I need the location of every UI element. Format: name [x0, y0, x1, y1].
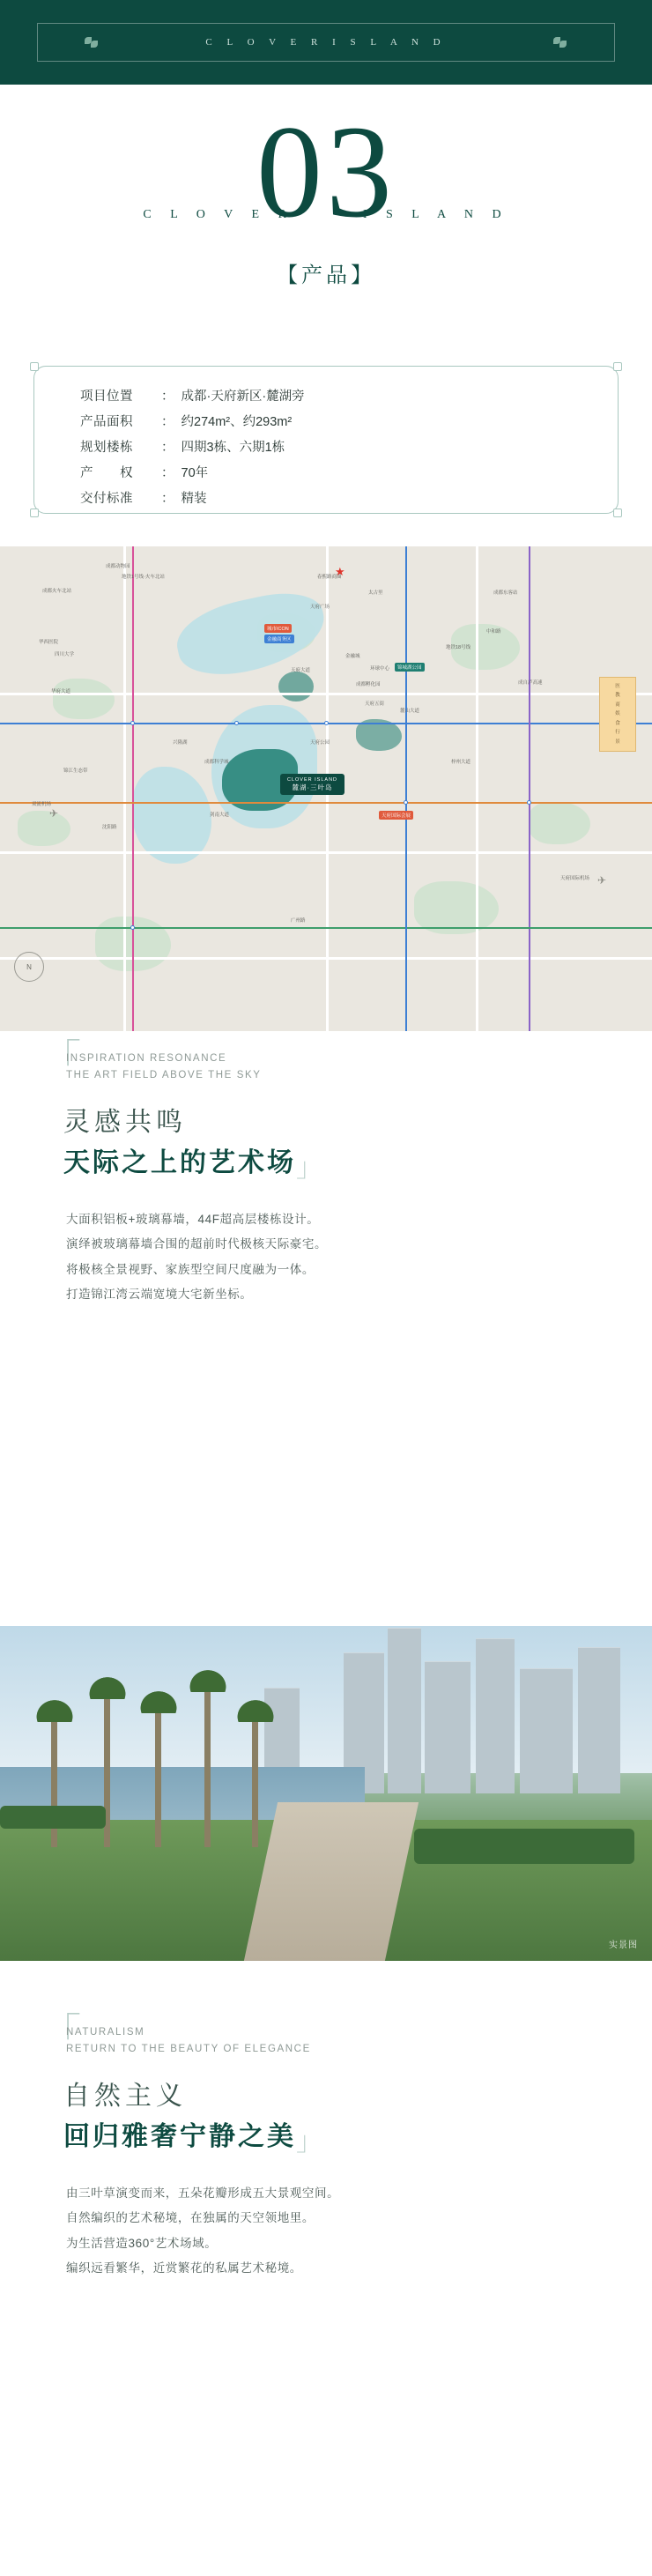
project-location-badge[interactable] [280, 774, 345, 795]
project-info-rows [80, 386, 305, 514]
metro-station-dot [527, 800, 531, 805]
info-value: 70年 [181, 466, 209, 480]
info-label: 产 权 [80, 466, 133, 480]
map-label: 锦江生态带 [63, 768, 88, 774]
info-row [80, 437, 305, 456]
info-colon: ： [161, 466, 174, 480]
info-label: 规划楼栋 [80, 441, 133, 455]
map-label: 成都东客站 [493, 590, 518, 596]
map-label: 双流机场 [32, 802, 52, 807]
info-label: 项目位置 [80, 390, 133, 404]
hero-latin-brand [0, 208, 652, 222]
map-label: 金融城 [345, 654, 360, 659]
map-label: 成都科学城 [204, 760, 229, 765]
metro-line-purple [529, 546, 530, 1031]
map-label: 成自泸高速 [518, 680, 543, 686]
body-line: 编织远看繁华，近赏繁花的私属艺术秘境。 [66, 2261, 302, 2275]
section-number: 03 [256, 99, 396, 245]
quote-close-icon: 」 [296, 2127, 325, 2157]
metro-line-green [0, 927, 652, 929]
map-label: 地铁18号线 [446, 645, 471, 650]
map-park [53, 679, 115, 719]
metro-line-pink [132, 546, 134, 1031]
section-heading-primary: 灵感共鸣 [63, 1108, 187, 1137]
section-heading-secondary [63, 2114, 325, 2157]
metro-line-blue-vertical [405, 546, 407, 1031]
project-badge-cn: 麓湖·三叶岛 [292, 783, 333, 791]
project-photo [0, 1626, 652, 1961]
info-row [80, 386, 305, 405]
map-label: 沈阳路 [102, 825, 117, 830]
map-label: 成都动物园 [106, 564, 130, 569]
metro-station-dot [234, 721, 239, 725]
map-label: 成都火车北站 [42, 589, 72, 594]
eyebrow-line-1: NATURALISM [66, 2027, 145, 2038]
legend-item: 娱 [615, 711, 620, 717]
metro-station-dot [324, 721, 329, 725]
section-heading-secondary-text: 回归雅奢宁静之美 [63, 2122, 296, 2151]
map-accent-shape [278, 672, 314, 702]
map-label: 华府大道 [51, 689, 71, 694]
map-label: 天府国际机场 [560, 876, 590, 881]
info-value: 四期3栋、六期1栋 [181, 441, 285, 455]
legend-item: 商 [615, 702, 620, 708]
airport-icon: ✈ [49, 807, 59, 820]
eyebrow-line-1: INSPIRATION RESONANCE [66, 1053, 227, 1064]
info-value: 成都·天府新区·麓湖旁 [181, 390, 305, 404]
eyebrow-line-2: THE ART FIELD ABOVE THE SKY [66, 1069, 262, 1080]
info-colon: ： [161, 441, 174, 455]
metro-station-dot [404, 800, 408, 805]
section-eyebrow [66, 1050, 262, 1084]
project-badge-en: CLOVER ISLAND [287, 777, 338, 783]
photo-palm-tree [204, 1685, 211, 1847]
section-naturalism [0, 2005, 652, 2357]
metro-station-dot [130, 721, 135, 725]
map-label: 四川大学 [55, 652, 75, 657]
map-label: 春熙路商圈 [317, 575, 342, 580]
map-label: 天府五街 [365, 702, 385, 707]
info-value: 约274m²、约293m² [181, 415, 293, 429]
photo-building [388, 1628, 421, 1793]
photo-building [520, 1668, 573, 1793]
map-label: 梓州大道 [451, 760, 471, 765]
map-label: 剑南大道 [210, 813, 230, 818]
map-poi-chip[interactable]: 金融商务区 [264, 635, 294, 643]
info-row [80, 412, 305, 430]
body-line: 大面积铝板+玻璃幕墙，44F超高层楼栋设计。 [66, 1213, 320, 1226]
map-road [123, 546, 126, 1031]
legend-item: 医 [615, 684, 620, 689]
photo-building [425, 1661, 470, 1793]
map-label: 华西医院 [39, 640, 59, 645]
info-label: 交付标准 [80, 492, 133, 506]
photo-hedge [0, 1806, 106, 1829]
map-label: 天府广场 [310, 605, 330, 610]
info-row [80, 488, 305, 507]
photo-palm-tree [155, 1706, 161, 1847]
legend-item: 教 [615, 693, 620, 699]
map-label: 天府大道 [291, 668, 311, 673]
map-poi-chip[interactable]: 锦城湖公园 [395, 663, 425, 672]
map-label: 环球中心 [370, 666, 390, 672]
metro-station-dot [130, 925, 135, 930]
map-label: 成都孵化园 [356, 682, 381, 687]
legend-item: 行 [615, 730, 620, 736]
map-label: 天府公园 [310, 740, 330, 746]
compass-icon: N [14, 952, 44, 982]
info-row [80, 463, 305, 481]
legend-item: 食 [615, 720, 620, 726]
project-info-card [33, 366, 619, 514]
map-star-marker: ★ [335, 565, 345, 578]
location-map[interactable] [0, 546, 652, 1031]
photo-building [578, 1647, 620, 1793]
photo-credit-label: 实景图 [609, 1941, 638, 1950]
card-corner-marker [30, 362, 39, 371]
section-heading-secondary [63, 1140, 325, 1183]
section-body-copy [66, 2181, 339, 2281]
map-label: 中和路 [486, 629, 501, 635]
map-poi-chip[interactable]: 天府国际会展 [379, 811, 413, 820]
section-inspiration [0, 1031, 652, 1375]
hero-latin-right: I S L A N D [362, 208, 509, 221]
section-eyebrow [66, 2024, 311, 2058]
photo-hedge [414, 1829, 634, 1864]
quote-mark-icon: 「 [41, 1037, 81, 1082]
photo-building [476, 1638, 515, 1793]
map-label: 麓山大道 [400, 709, 420, 714]
map-park [529, 802, 590, 844]
body-line: 由三叶草演变而来，五朵花瓣形成五大景观空间。 [66, 2186, 340, 2200]
map-road [476, 546, 478, 1031]
map-label: 广州路 [291, 918, 306, 924]
card-corner-marker [613, 362, 622, 371]
legend-item: 景 [615, 739, 620, 745]
card-corner-marker [613, 509, 622, 517]
map-label: 地铁1号线·火车北站 [122, 575, 165, 580]
map-poi-chip[interactable]: 城市ICON [264, 624, 292, 633]
info-value: 精装 [181, 492, 207, 506]
hero-section [0, 85, 652, 375]
section-body-copy [66, 1207, 327, 1307]
info-colon: ： [161, 415, 174, 429]
quote-mark-icon: 「 [41, 2011, 81, 2056]
body-line: 为生活营造360°艺术场域。 [66, 2236, 218, 2250]
brand-name: C L O V E R I S L A N D [205, 37, 447, 48]
section-heading-secondary-text: 天际之上的艺术场 [63, 1148, 296, 1177]
quote-close-icon: 」 [296, 1154, 325, 1183]
map-label: 太古里 [368, 590, 383, 596]
info-colon: ： [161, 492, 174, 506]
section-heading-primary: 自然主义 [63, 2082, 187, 2111]
body-line: 将极核全景视野、家族型空间尺度融为一体。 [66, 1262, 315, 1276]
airport-icon: ✈ [597, 874, 607, 887]
info-label: 产品面积 [80, 415, 133, 429]
hero-latin-left: C L O V E R [143, 208, 294, 221]
map-legend [599, 677, 636, 752]
map-park [414, 881, 499, 934]
card-corner-marker [30, 509, 39, 517]
top-ribbon [0, 0, 652, 85]
map-park [18, 811, 70, 846]
body-line: 演绎被玻璃幕墙合围的超前时代极核天际豪宅。 [66, 1237, 328, 1251]
info-colon: ： [161, 390, 174, 404]
photo-palm-tree [252, 1715, 258, 1847]
metro-line-orange [0, 802, 652, 804]
body-line: 打造锦江湾云端宽境大宅新坐标。 [66, 1288, 253, 1302]
body-line: 自然编织的艺术秘境，在独属的天空领地里。 [66, 2211, 315, 2225]
map-label: 兴隆湖 [173, 740, 188, 746]
eyebrow-line-2: RETURN TO THE BEAUTY OF ELEGANCE [66, 2043, 311, 2054]
page-title: 【产品】 [277, 264, 375, 287]
